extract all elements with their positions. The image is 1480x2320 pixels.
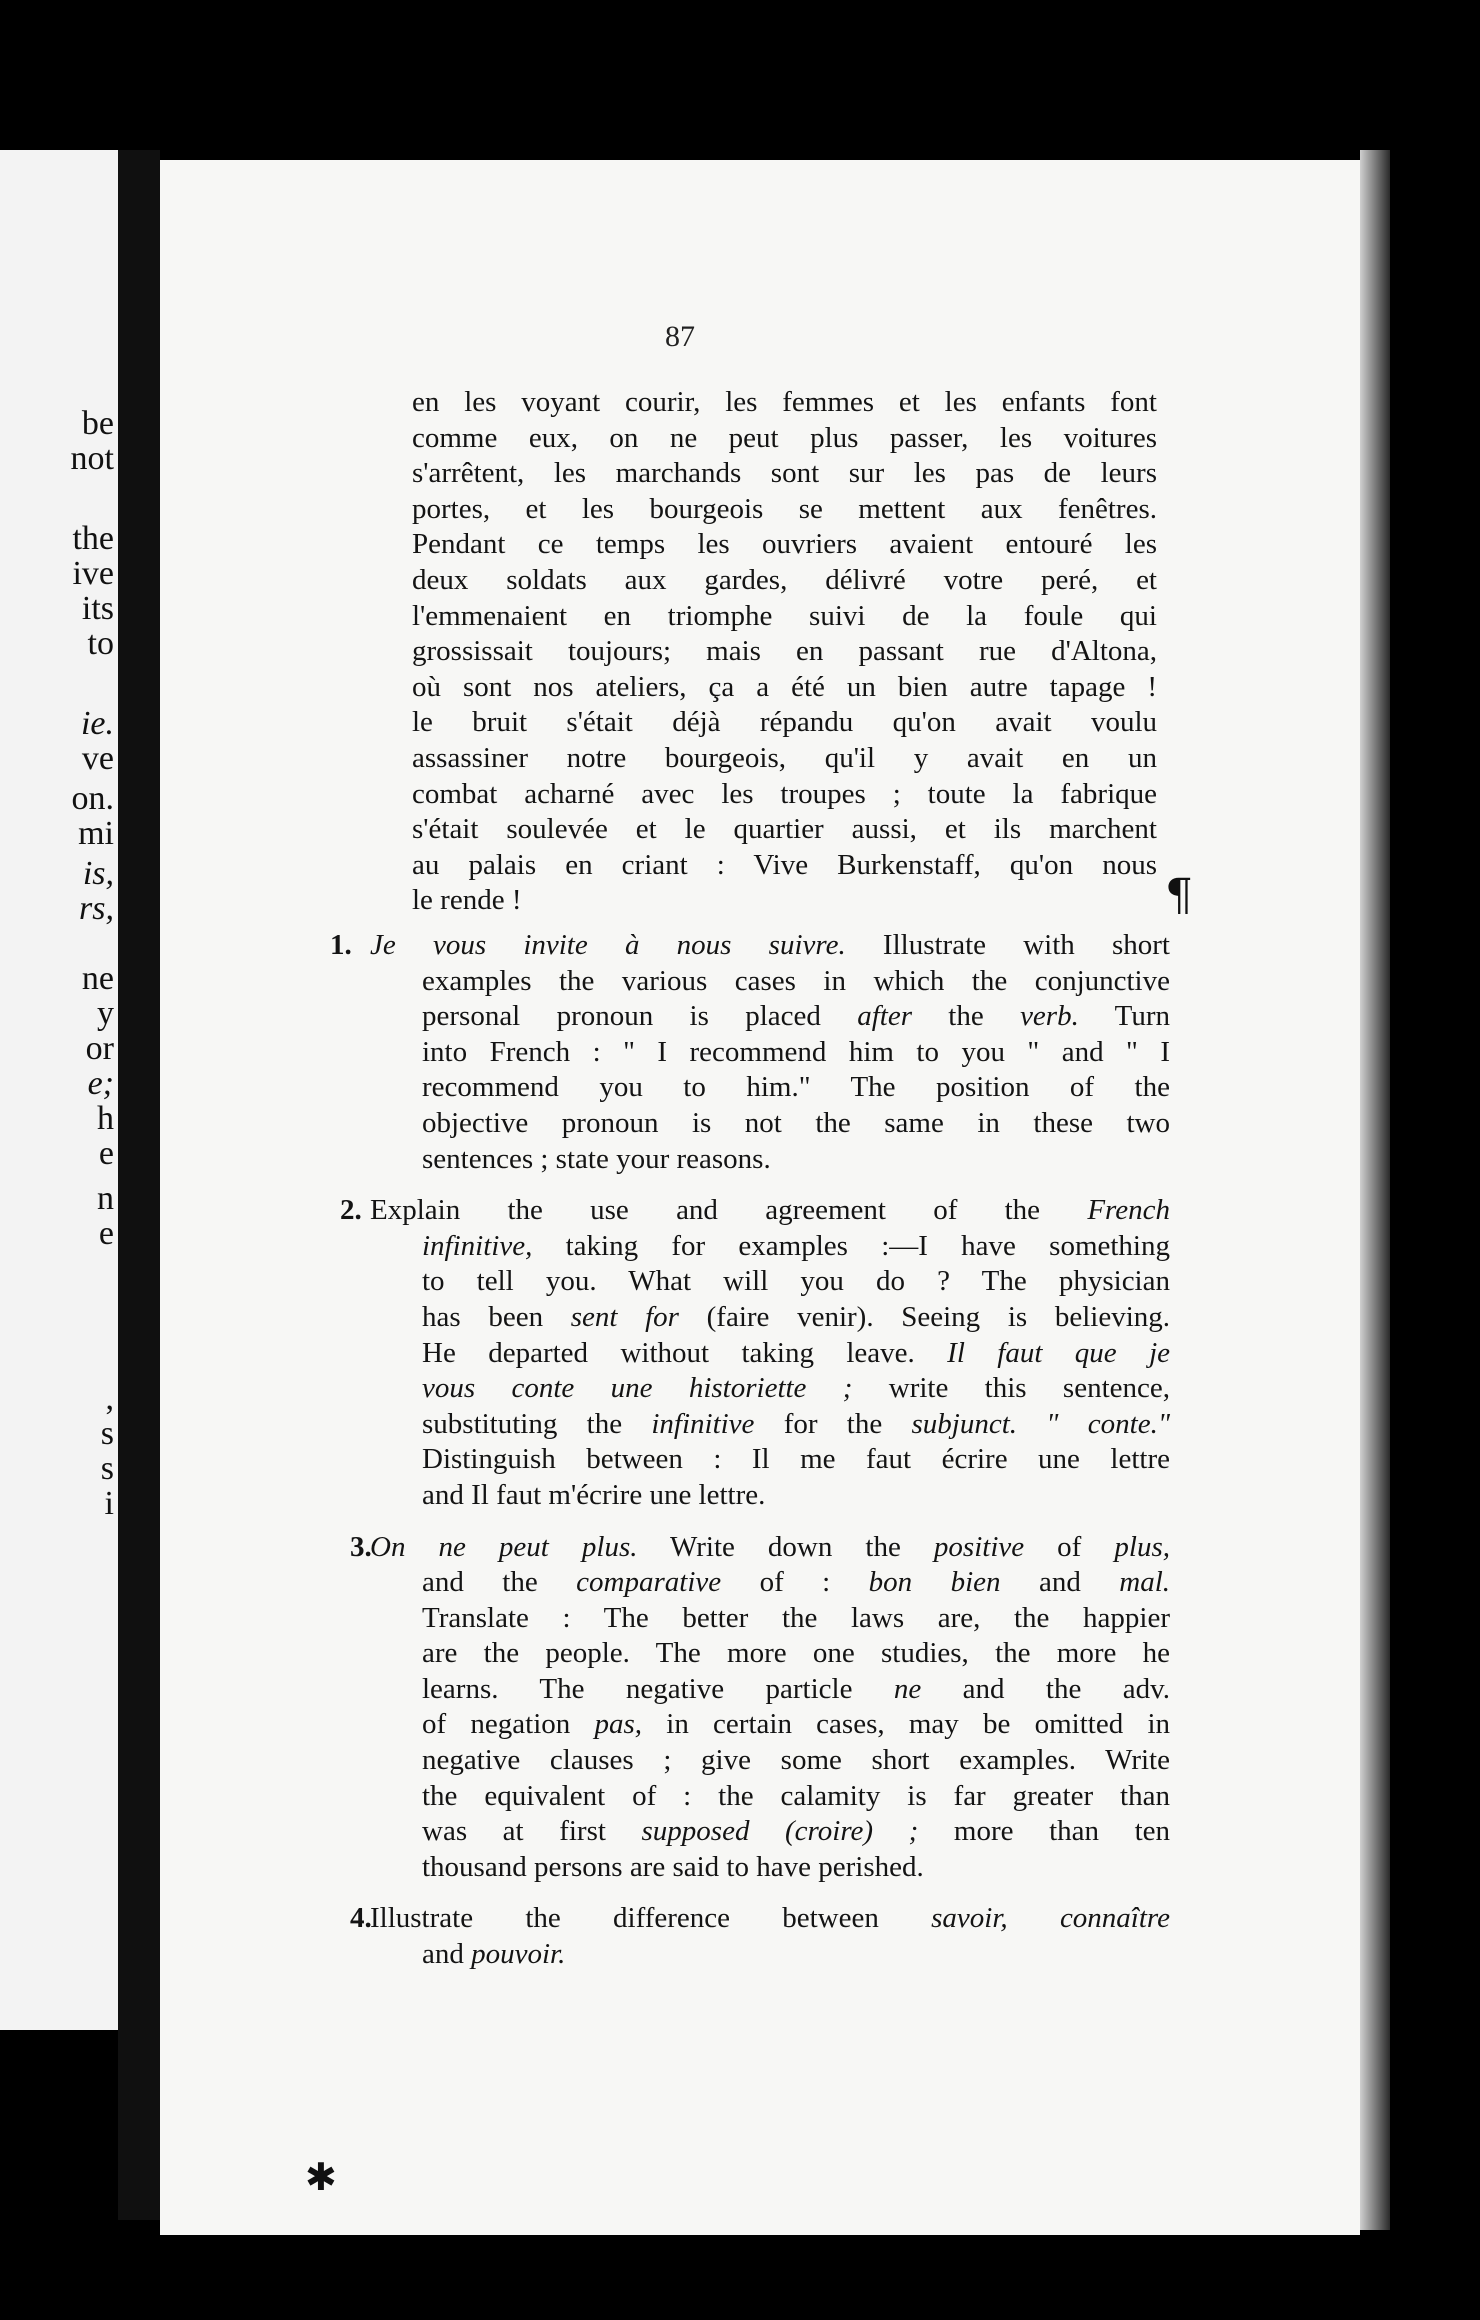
text-run: Illustrate with short bbox=[845, 929, 1170, 961]
question-3 bbox=[330, 1530, 1170, 1886]
question-line bbox=[422, 964, 1170, 1000]
text-run: of negation bbox=[422, 1708, 595, 1741]
adjacent-page-text-fragment: mi bbox=[78, 815, 114, 852]
text-run: for the bbox=[754, 1407, 912, 1440]
question-number: 2. bbox=[340, 1194, 362, 1227]
page-edge-shadow bbox=[1360, 150, 1390, 2230]
question-line bbox=[422, 1850, 1170, 1886]
adjacent-page-text-fragment: , bbox=[105, 1380, 114, 1417]
text-run: and bbox=[422, 1938, 472, 1971]
question-line bbox=[422, 1035, 1170, 1071]
passage-line: deux soldats aux gardes, délivré votre peré, et bbox=[412, 563, 1157, 596]
question-line bbox=[422, 1478, 1170, 1514]
italic-term: savoir, bbox=[931, 1902, 1008, 1935]
text-run: substituting the bbox=[422, 1407, 652, 1440]
question-line bbox=[422, 1142, 1170, 1178]
passage-line: combat acharné avec les troupes ; toute la fabrique bbox=[412, 777, 1157, 810]
text-run: the bbox=[911, 1000, 1021, 1033]
question-line bbox=[422, 1779, 1170, 1815]
passage-line: s'arrêtent, les marchands sont sur les pas de leurs bbox=[412, 457, 1157, 490]
italic-term: sent for bbox=[570, 1300, 679, 1333]
text-run: to tell you. What will you do ? The physician bbox=[422, 1265, 1170, 1298]
question-line bbox=[422, 1601, 1170, 1637]
question-number: 4. bbox=[350, 1902, 372, 1935]
adjacent-page-text-fragment: e; bbox=[87, 1065, 114, 1102]
text-run: recommend you to him." The position of the bbox=[422, 1071, 1170, 1104]
text-run: Write down the bbox=[637, 1530, 934, 1563]
passage-line: au palais en criant : Vive Burkenstaff, qu'on nous bbox=[412, 848, 1157, 881]
adjacent-page-text-fragment: ne bbox=[81, 960, 114, 997]
text-run: in certain cases, may be omitted in bbox=[642, 1708, 1170, 1741]
text-run: of bbox=[1024, 1530, 1115, 1563]
text-run: Distinguish between : Il me faut écrire une lettre bbox=[422, 1443, 1170, 1476]
italic-term: infinitive, bbox=[422, 1229, 533, 1262]
adjacent-page-text-fragment: e bbox=[98, 1215, 114, 1252]
passage-line: assassiner notre bourgeois, qu'il y avait en un bbox=[412, 741, 1157, 774]
passage-line: l'emmenaient en triomphe suivi de la foule qui bbox=[412, 599, 1157, 632]
text-run: examples the various cases in which the conjunctive bbox=[422, 964, 1170, 997]
text-run: thousand persons are said to have perished. bbox=[422, 1850, 924, 1883]
italic-term: On ne peut plus. bbox=[370, 1530, 638, 1563]
pen-mark-pilcrow-icon: ¶ bbox=[1165, 870, 1193, 921]
passage-line: s'était soulevée et le quartier aussi, et ils marchent bbox=[412, 813, 1157, 846]
adjacent-page-text-fragment: h bbox=[97, 1100, 114, 1137]
italic-term: after bbox=[857, 1000, 912, 1033]
question-line bbox=[422, 1070, 1170, 1106]
adjacent-page-text-fragment: e bbox=[98, 1135, 114, 1172]
adjacent-page-text-fragment: on. bbox=[71, 780, 114, 817]
text-run: the equivalent of : the calamity is far greater than bbox=[422, 1779, 1170, 1812]
page-number: 87 bbox=[665, 320, 695, 353]
question-line bbox=[422, 1814, 1170, 1850]
adjacent-page-text-fragment: the bbox=[72, 520, 114, 557]
text-run: are the people. The more one studies, the more he bbox=[422, 1637, 1170, 1670]
text-run: and bbox=[1000, 1566, 1120, 1599]
adjacent-page-text-fragment: i bbox=[104, 1485, 114, 1522]
adjacent-page-text-fragment: ie. bbox=[80, 705, 114, 742]
question-1 bbox=[330, 928, 1170, 1177]
text-run: He departed without taking leave. bbox=[422, 1336, 948, 1369]
question-line bbox=[422, 1937, 1170, 1973]
question-line bbox=[422, 1371, 1170, 1407]
adjacent-page-edge bbox=[0, 150, 118, 2030]
text-run: learns. The negative particle bbox=[422, 1672, 894, 1705]
italic-term: pas, bbox=[594, 1708, 643, 1741]
adjacent-page-text-fragment: or bbox=[85, 1030, 114, 1067]
italic-term: verb. bbox=[1020, 1000, 1079, 1033]
adjacent-page-text-fragment: s bbox=[100, 1415, 114, 1452]
italic-term: positive bbox=[933, 1530, 1025, 1563]
italic-term: pouvoir. bbox=[471, 1938, 566, 1971]
italic-term: connaître bbox=[1059, 1902, 1171, 1935]
text-run: and the adv. bbox=[921, 1672, 1170, 1705]
question-line bbox=[422, 1565, 1170, 1601]
text-run: Explain the use and agreement of the bbox=[370, 1194, 1088, 1227]
text-run bbox=[1008, 1902, 1060, 1934]
adjacent-page-text-fragment: ive bbox=[72, 555, 114, 592]
question-number: 1. bbox=[330, 929, 352, 961]
text-run: personal pronoun is placed bbox=[422, 1000, 858, 1033]
text-run: (faire venir). Seeing is believing. bbox=[678, 1300, 1170, 1333]
adjacent-page-text-fragment: to bbox=[87, 625, 114, 662]
italic-term: comparative bbox=[576, 1566, 722, 1599]
question-number: 3. bbox=[350, 1530, 372, 1563]
italic-term: ne bbox=[893, 1672, 922, 1705]
text-run: and Il faut m'écrire une lettre. bbox=[422, 1478, 766, 1511]
adjacent-page-text-fragment: not bbox=[70, 440, 114, 477]
adjacent-page-text-fragment: ve bbox=[81, 740, 114, 777]
adjacent-page-text-fragment: be bbox=[81, 405, 114, 442]
italic-term: French bbox=[1087, 1194, 1170, 1227]
passage-line: le rende ! bbox=[412, 884, 522, 917]
italic-term: Il faut que je bbox=[947, 1336, 1170, 1369]
italic-term: infinitive bbox=[651, 1407, 755, 1440]
text-run: Turn bbox=[1078, 1000, 1170, 1033]
french-passage bbox=[412, 385, 1157, 919]
text-run: more than ten bbox=[918, 1815, 1171, 1848]
exam-questions bbox=[330, 928, 1170, 1989]
question-line bbox=[422, 1264, 1170, 1300]
italic-term: plus, bbox=[1114, 1530, 1170, 1563]
italic-term: vous conte une historiette ; bbox=[422, 1372, 853, 1405]
text-run: Translate : The better the laws are, the happier bbox=[422, 1601, 1170, 1634]
text-run: write this sentence, bbox=[852, 1372, 1170, 1405]
question-line bbox=[422, 1672, 1170, 1708]
question-line bbox=[422, 1743, 1170, 1779]
text-run: and the bbox=[422, 1566, 577, 1599]
adjacent-page-text-fragment: rs, bbox=[79, 890, 114, 927]
book-gutter bbox=[118, 150, 160, 2220]
text-run: was at first bbox=[422, 1815, 642, 1848]
question-line bbox=[370, 1901, 1170, 1937]
text-run: sentences ; state your reasons. bbox=[422, 1142, 771, 1175]
adjacent-page-text-fragment: is, bbox=[82, 855, 114, 892]
passage-line: en les voyant courir, les femmes et les enfants font bbox=[412, 386, 1157, 418]
question-line bbox=[422, 1336, 1170, 1372]
question-line bbox=[422, 1106, 1170, 1142]
text-run: taking for examples :—I have something bbox=[532, 1229, 1170, 1262]
adjacent-page-text-fragment: y bbox=[97, 995, 114, 1032]
question-line bbox=[370, 1530, 1170, 1566]
passage-line: où sont nos ateliers, ça a été un bien autre tapage ! bbox=[412, 670, 1157, 703]
question-line bbox=[422, 1229, 1170, 1265]
text-run: has been bbox=[422, 1300, 571, 1333]
adjacent-page-text-fragment: n bbox=[97, 1180, 114, 1217]
italic-term: supposed (croire) ; bbox=[641, 1815, 919, 1848]
passage-line: le bruit s'était déjà répandu qu'on avait voulu bbox=[412, 706, 1157, 739]
question-line bbox=[422, 1442, 1170, 1478]
italic-term: mal. bbox=[1119, 1566, 1170, 1599]
question-line bbox=[422, 999, 1170, 1035]
pen-mark-smudge-icon: ✱ bbox=[305, 2155, 337, 2199]
question-line bbox=[370, 928, 1170, 964]
question-line bbox=[422, 1636, 1170, 1672]
question-2 bbox=[330, 1193, 1170, 1513]
passage-line: comme eux, on ne peut plus passer, les voitures bbox=[412, 421, 1157, 454]
text-run: objective pronoun is not the same in these two bbox=[422, 1106, 1170, 1139]
passage-line: portes, et les bourgeois se mettent aux fenêtres. bbox=[412, 492, 1157, 525]
question-line bbox=[370, 1193, 1170, 1229]
question-line bbox=[422, 1707, 1170, 1743]
adjacent-page-text-fragment: s bbox=[100, 1450, 114, 1487]
italic-term: subjunct. " conte." bbox=[911, 1407, 1170, 1440]
question-line bbox=[422, 1300, 1170, 1336]
passage-line: grossissait toujours; mais en passant rue d'Altona, bbox=[412, 635, 1157, 668]
text-run: Illustrate the difference between bbox=[370, 1902, 932, 1935]
italic-term: Je vous invite à nous suivre. bbox=[370, 929, 846, 961]
passage-line: Pendant ce temps les ouvriers avaient entouré les bbox=[412, 528, 1157, 561]
italic-term: bon bien bbox=[868, 1566, 1001, 1599]
adjacent-page-text-fragment: its bbox=[81, 590, 114, 627]
question-line bbox=[422, 1407, 1170, 1443]
text-run: negative clauses ; give some short examples. Write bbox=[422, 1744, 1170, 1777]
question-4 bbox=[330, 1901, 1170, 1972]
text-run: of : bbox=[721, 1566, 869, 1599]
text-run: into French : " I recommend him to you " and " I bbox=[422, 1035, 1170, 1068]
